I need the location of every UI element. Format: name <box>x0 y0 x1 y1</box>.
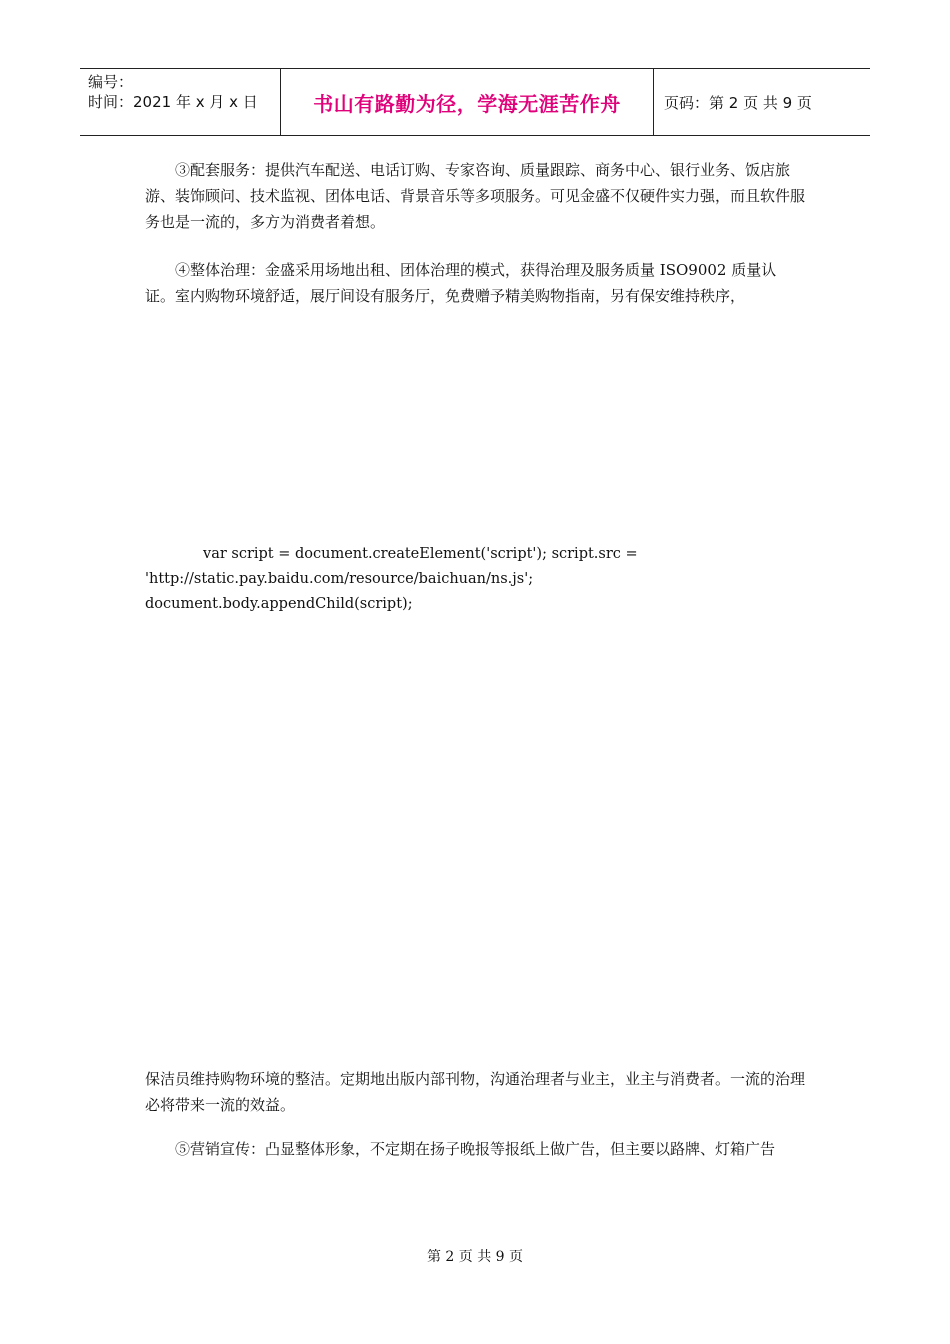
code-line-2: 'http://static.pay.baidu.com/resource/baichuan/ns.js'; <box>145 571 534 587</box>
document-time-label: 时间：2021 年 x 月 x 日 <box>88 93 258 111</box>
header-page-info: 页码：第 2 页 共 9 页 <box>664 93 812 112</box>
paragraph-cleaning-staff: 保洁员维持购物环境的整洁。定期地出版内部刊物，沟通治理者与业主，业主与消费者。一流的治理必将带来一流的效益。 <box>145 1070 806 1114</box>
code-line <box>145 542 805 567</box>
code-line-1: var script = document.createElement('script'); script.src = <box>203 546 638 562</box>
script-code-block <box>145 542 805 617</box>
paragraph-marketing: ⑤营销宣传：凸显整体形象，不定期在扬子晚报等报纸上做广告，但主要以路牌、灯箱广告 <box>175 1140 776 1158</box>
header-motto: 书山有路勤为径，学海无涯苦作舟 <box>281 69 654 135</box>
header-meta <box>80 69 281 135</box>
page-footer: 第 2 页 共 9 页 <box>426 1249 524 1265</box>
code-line-3: document.body.appendChild(script); <box>145 596 413 612</box>
paragraph-overall-management: ④整体治理：金盛采用场地出租、团体治理的模式，获得治理及服务质量 ISO9002 质量认证。室内购物环境舒适，展厅间设有服务厅，免费赠予精美购物指南，另有保安维持秩序， <box>145 261 777 305</box>
document-number-label: 编号： <box>88 73 134 91</box>
paragraph-supporting-services: ③配套服务：提供汽车配送、电话订购、专家咨询、质量跟踪、商务中心、银行业务、饭店旅游、装饰顾问、技术监视、团体电话、背景音乐等多项服务。可见金盛不仅硬件实力强，而且软件服务也是一流的，多方为消费者着想。 <box>145 161 806 231</box>
page-header <box>80 68 870 136</box>
